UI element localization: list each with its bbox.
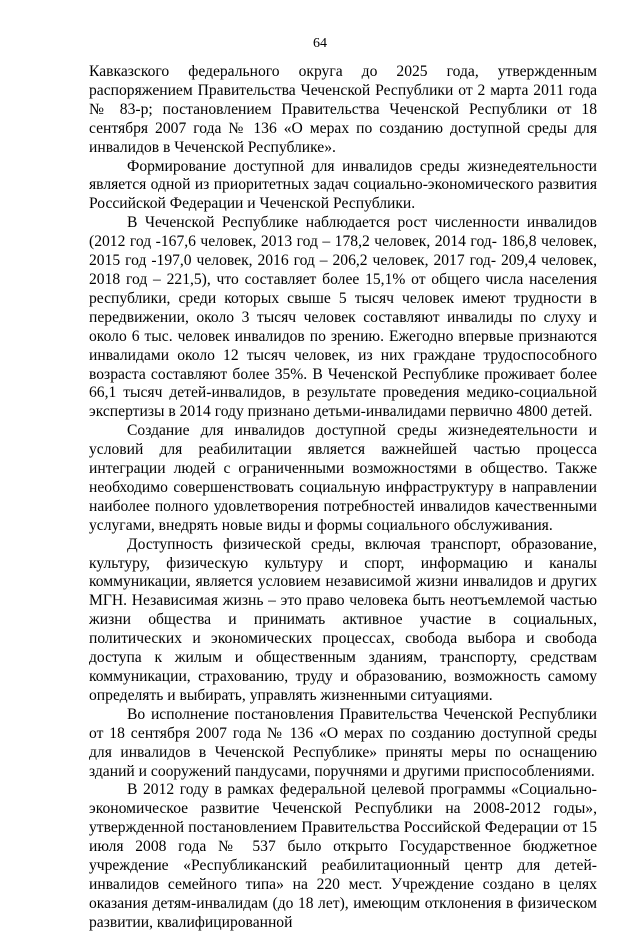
paragraph-2: Формирование доступной для инвалидов среды жизнедеятельности является одной из приоритетных задач социально-экономического развития Российской Федерации и Чеченской Республики. xyxy=(89,157,597,213)
page-number: 64 xyxy=(313,36,327,51)
paragraph-4: Создание для инвалидов доступной среды жизнедеятельности и условий для реабилитации является важнейшей частью процесса интеграции людей с ограниченными возможностями в общество. Также необходимо совершенствовать социальную инфраструктуру в направлении наиболее полного удовлетворения потребностей инвалидов качественными услугами, внедрять новые виды и формы социального обслуживания. xyxy=(89,422,597,534)
paragraph-5: Доступность физической среды, включая транспорт, образование, культуру, физическую культуру и спорт, информацию и каналы коммуникации, является условием независимой жизни инвалидов и других МГН. Независимая жизнь – это право человека быть неотъемлемой частью жизни общества и принимать активное участие в социальных, политических и экономических процессах, свобода выбора и свобода доступа к жилым и общественным зданиям, транспорту, средствам коммуникации, страхованию, труду и образованию, возможность самому определять и выбирать, управлять жизненными ситуациями. xyxy=(89,535,597,704)
paragraph-7: В 2012 году в рамках федеральной целевой программы «Социально-экономическое развитие Чеченской Республики на 2008-2012 годы», утвержденной постановлением Правительства Российской Федерации от 15 июля 2008 года № 537 было открыто Государственное бюджетное учреждение «Республиканский реабилитационный центр для детей-инвалидов семейного типа» на 220 мест. Учреждение создано в целях оказания детям-инвалидам (до 18 лет), имеющим отклонения в физическом развитии, квалифицированной xyxy=(89,781,597,931)
paragraph-3: В Чеченской Республике наблюдается рост численности инвалидов (2012 год -167,6 человек, 2013 год – 178,2 человек, 2014 год- 186,8 человек, 2015 год -197,0 человек, 2016 год – 206,2 человек, 2017 год- 209,4 человек, 2018 год – 221,5), что составляет более 15,1% от общего числа населения республики, среди которых свыше 5 тысяч человек имеют трудности в передвижении, около 3 тысяч человек составляют инвалиды по слуху и около 6 тыс. человек инвалидов по зрению. Ежегодно впервые признаются инвалидами около 12 тысяч человек, из них граждане трудоспособного возраста составляют более 35%. В Чеченской Республике проживает более 66,1 тысяч детей-инвалидов, в результате проведения медико-социальной экспертизы в 2014 году признано детьми-инвалидами первично 4800 детей. xyxy=(89,214,597,421)
paragraph-1: Кавказского федерального округа до 2025 года, утвержденным распоряжением Правительства Чеченской Республики от 2 марта 2011 года № 83-р; постановлением Правительства Чеченской Республики от 18 сентября 2007 года № 136 «О мерах по созданию доступной среды для инвалидов в Чеченской Республике». xyxy=(89,63,597,156)
paragraph-6: Во исполнение постановления Правительства Чеченской Республики от 18 сентября 2007 года № 136 «О мерах по созданию доступной среды для инвалидов в Чеченской Республике» приняты меры по оснащению зданий и сооружений пандусами, поручнями и другими приспособлениями. xyxy=(89,705,597,780)
document-body xyxy=(89,63,597,933)
